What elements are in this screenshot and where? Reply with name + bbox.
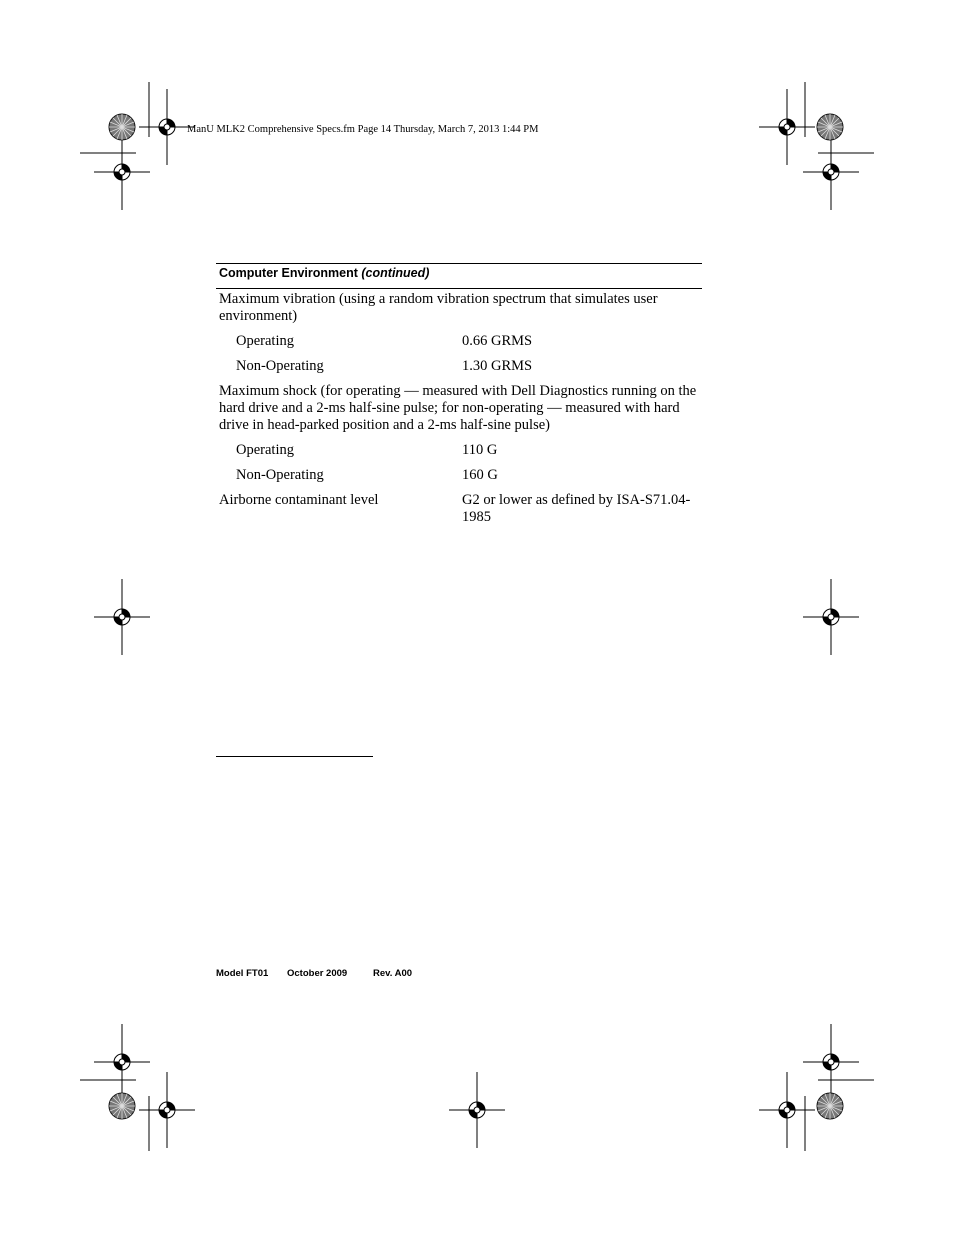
shock-label: Maximum shock (for operating — measured with Dell Diagnostics running on the hard drive and a 2-ms half-sine pulse; for non-operating — measured with hard drive in head-parked position and a 2-ms half-sine pulse) <box>219 383 697 433</box>
sunburst-icon <box>109 114 135 140</box>
table-title <box>219 266 429 280</box>
shock-operating-label: Operating <box>236 442 294 458</box>
table-top-rule <box>216 263 702 264</box>
shock-nonoperating-value: 160 G <box>462 467 498 483</box>
vibration-operating-label: Operating <box>236 333 294 349</box>
crosshair-target-icon <box>94 1024 150 1100</box>
vibration-operating-value: 0.66 GRMS <box>462 333 533 349</box>
table-title-suffix: (continued) <box>361 266 430 280</box>
table-header-rule <box>216 288 702 289</box>
footer-revision: Rev. A00 <box>373 968 413 979</box>
table-title-text: Computer Environment <box>219 266 358 280</box>
crosshair-target-icon <box>759 1072 815 1148</box>
vibration-nonoperating-label: Non-Operating <box>236 358 324 374</box>
crosshair-target-icon <box>94 579 150 655</box>
crosshair-target-icon <box>139 1072 195 1148</box>
crosshair-target-icon <box>803 134 859 210</box>
crosshair-target-icon <box>803 579 859 655</box>
sunburst-icon <box>817 114 843 140</box>
shock-operating-value: 110 G <box>462 442 498 458</box>
crosshair-target-icon <box>759 89 815 165</box>
footer-date: October 2009 <box>287 968 348 979</box>
shock-nonoperating-label: Non-Operating <box>236 467 324 483</box>
airborne-label: Airborne contaminant level <box>219 492 379 508</box>
crosshair-target-icon <box>803 1024 859 1100</box>
sunburst-icon <box>817 1093 843 1119</box>
crosshair-target-icon <box>94 134 150 210</box>
footer-model: Model FT01 <box>216 968 269 979</box>
file-info-header: ManU MLK2 Comprehensive Specs.fm Page 14 Thursday, March 7, 2013 1:44 PM <box>187 124 539 135</box>
airborne-value: G2 or lower as defined by ISA-S71.04-1985 <box>462 492 691 525</box>
vibration-label: Maximum vibration (using a random vibration spectrum that simulates user environment) <box>219 291 658 324</box>
vibration-nonoperating-value: 1.30 GRMS <box>462 358 533 374</box>
footnote-separator <box>216 756 373 757</box>
crosshair-target-icon <box>449 1072 505 1148</box>
sunburst-icon <box>109 1093 135 1119</box>
